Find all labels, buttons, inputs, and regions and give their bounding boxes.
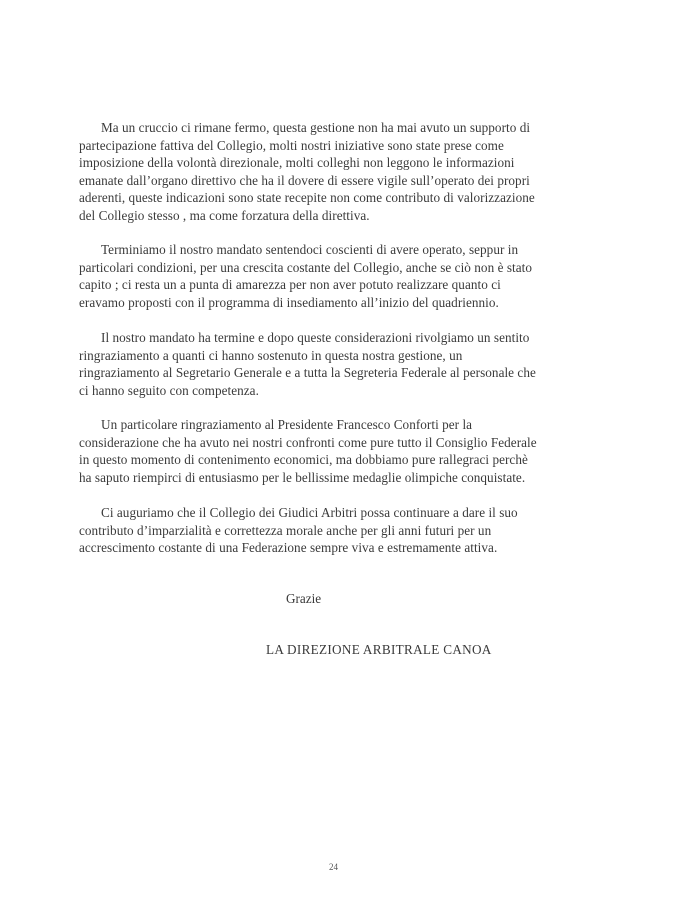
text-line: particolari condizioni, per una crescita costante del Collegio, anche se ciò non è stato xyxy=(79,259,532,275)
text-line: eravamo proposti con il programma di insediamento all’inizio del quadriennio. xyxy=(79,294,499,310)
text-line: Il nostro mandato ha termine e dopo queste considerazioni rivolgiamo un sentito xyxy=(101,330,530,345)
text-line: emanate dall’organo direttivo che ha il dovere di essere vigile sull’operato dei propri xyxy=(79,172,530,188)
page-number: 24 xyxy=(329,862,338,872)
closing-text: Grazie xyxy=(286,591,322,606)
text-line: considerazione che ha avuto nei nostri confronti come pure tutto il Consiglio Federale xyxy=(79,434,537,450)
text-line: capito ; ci resta un a punta di amarezza per non aver potuto realizzare quanto ci xyxy=(79,277,501,292)
paragraph-2 xyxy=(79,241,595,311)
text-line: ha saputo riempirci di entusiasmo per le bellissime medaglie olimpiche conquistate. xyxy=(79,469,526,485)
text-line: in questo momento di contenimento economici, ma dobbiamo pure rallegraci perchè xyxy=(79,452,528,467)
text-line: ringraziamento a quanti ci hanno sostenuto in questa nostra gestione, un xyxy=(79,347,463,363)
text-line: Un particolare ringraziamento al Presidente Francesco Conforti per la xyxy=(101,417,473,432)
text-line: Terminiamo il nostro mandato sentendoci coscienti di avere operato, seppur in xyxy=(101,242,519,257)
paragraph-3 xyxy=(79,329,595,399)
paragraph-5 xyxy=(79,504,595,557)
text-line: imposizione della volontà direzionale, molti colleghi non leggono le informazioni xyxy=(79,155,515,170)
signature: LA DIREZIONE ARBITRALE CANOA xyxy=(266,642,492,657)
paragraph-1 xyxy=(79,119,595,224)
text-line: Ci auguriamo che il Collegio dei Giudici Arbitri possa continuare a dare il suo xyxy=(101,505,518,520)
text-line: ci hanno seguito con competenza. xyxy=(79,382,259,398)
text-line: contributo d’imparzialità e correttezza morale anche per gli anni futuri per un xyxy=(79,522,492,538)
text-line: aderenti, queste indicazioni sono state recepite non come contributo di valorizzazione xyxy=(79,190,535,205)
paragraph-4 xyxy=(79,416,595,486)
text-line: del Collegio stesso , ma come forzatura della direttiva. xyxy=(79,207,370,223)
text-line: Ma un cruccio ci rimane fermo, questa gestione non ha mai avuto un supporto di xyxy=(101,120,531,135)
text-line: ringraziamento al Segretario Generale e a tutta la Segreteria Federale al personale che xyxy=(79,365,536,380)
text-line: accrescimento costante di una Federazione sempre viva e estremamente attiva. xyxy=(79,540,498,555)
text-line: partecipazione fattiva del Collegio, molti nostri iniziative sono state prese come xyxy=(79,137,504,153)
